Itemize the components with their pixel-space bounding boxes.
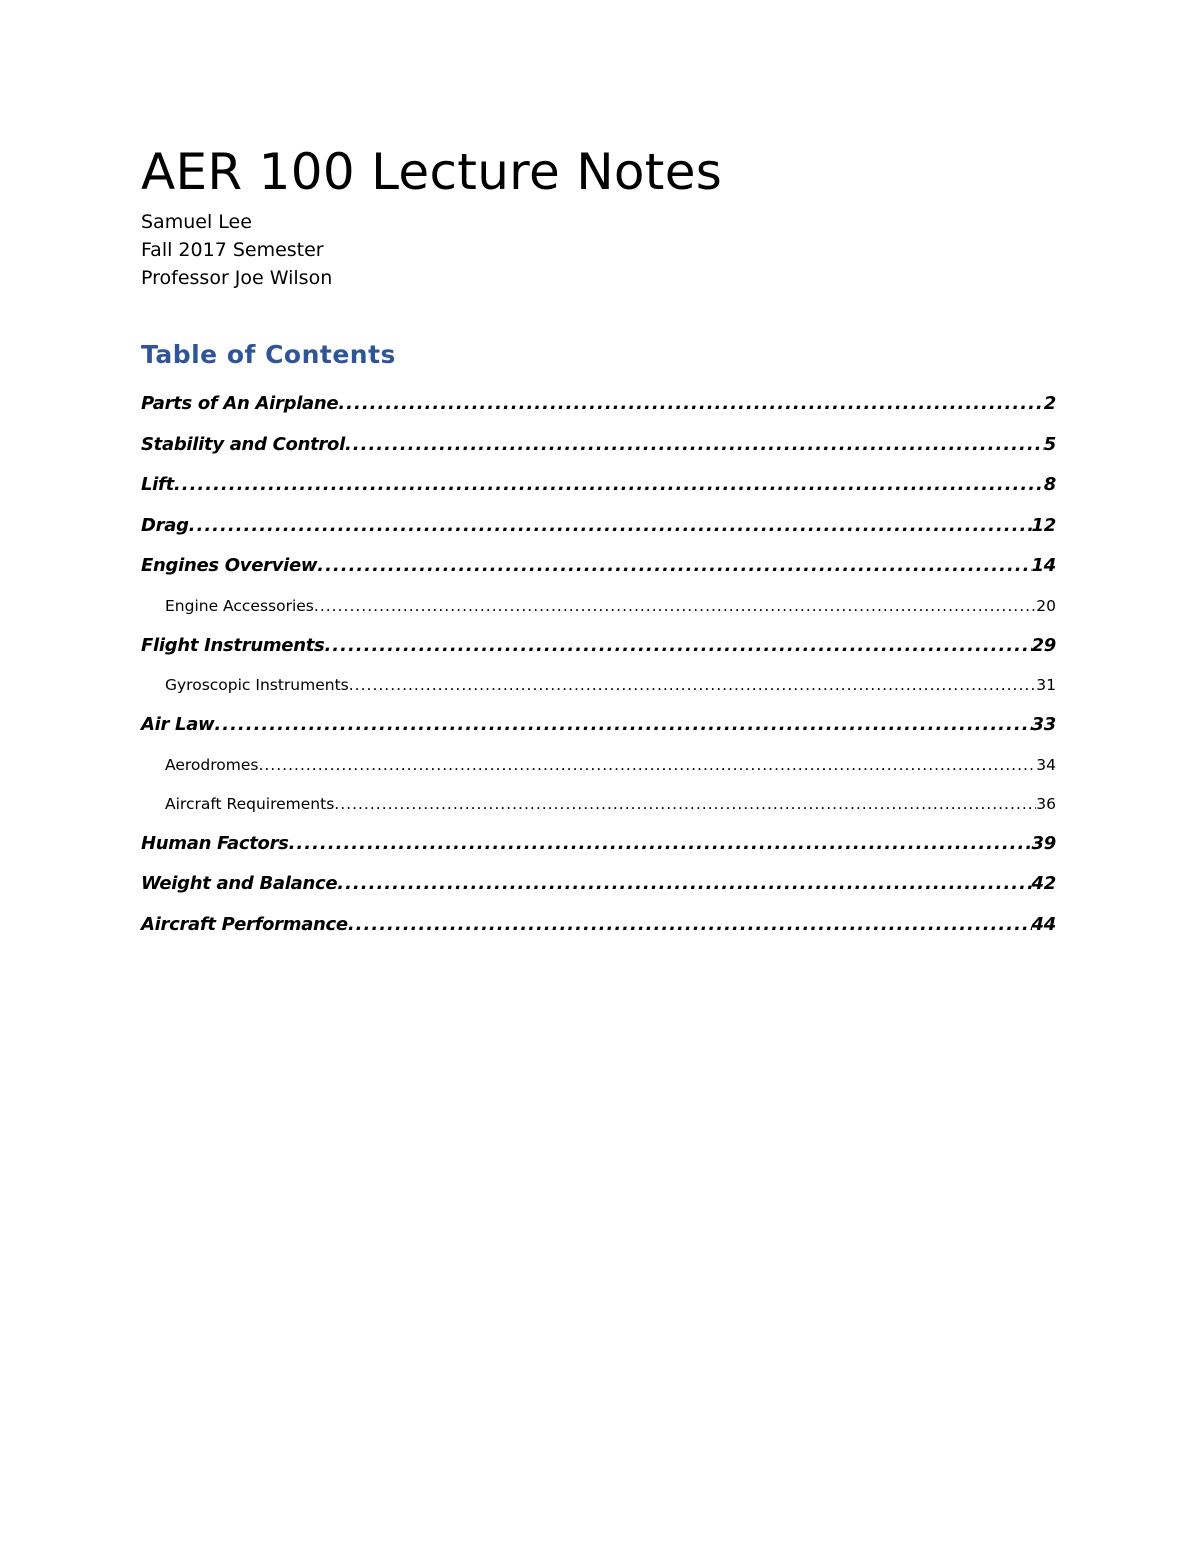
toc-entry-page: 44 bbox=[1032, 905, 1056, 946]
toc-entry-label: Human Factors bbox=[141, 824, 289, 865]
toc-entry[interactable] bbox=[141, 705, 1056, 746]
toc-entry-page: 2 bbox=[1044, 384, 1056, 425]
toc-entry-label: Flight Instruments bbox=[141, 626, 324, 667]
toc-entry[interactable] bbox=[141, 905, 1056, 946]
toc-entry[interactable] bbox=[141, 785, 1056, 824]
toc-entry-page: 34 bbox=[1036, 746, 1056, 785]
toc-entry-label: Parts of An Airplane bbox=[141, 384, 338, 425]
toc-heading: Table of Contents bbox=[141, 340, 396, 369]
toc-entry-page: 8 bbox=[1044, 465, 1056, 506]
toc-entry[interactable] bbox=[141, 425, 1056, 466]
toc-leader-dots bbox=[348, 905, 1032, 946]
toc-entry-page: 12 bbox=[1032, 506, 1056, 547]
toc-entry-page: 20 bbox=[1036, 587, 1056, 626]
toc-entry-page: 33 bbox=[1032, 705, 1056, 746]
toc-entry-page: 39 bbox=[1032, 824, 1056, 865]
toc-entry-label: Engine Accessories bbox=[165, 587, 314, 626]
toc-entry-label: Aircraft Performance bbox=[141, 905, 348, 946]
toc-entry-label: Engines Overview bbox=[141, 546, 317, 587]
professor-name: Professor Joe Wilson bbox=[141, 267, 333, 289]
toc-leader-dots bbox=[317, 546, 1031, 587]
toc-entry-page: 36 bbox=[1036, 785, 1056, 824]
toc-entry[interactable] bbox=[141, 824, 1056, 865]
toc-entry[interactable] bbox=[141, 465, 1056, 506]
author-name: Samuel Lee bbox=[141, 211, 252, 233]
table-of-contents bbox=[141, 384, 1056, 945]
toc-entry-page: 5 bbox=[1044, 425, 1056, 466]
toc-entry-label: Air Law bbox=[141, 705, 214, 746]
toc-entry-label: Weight and Balance bbox=[141, 864, 337, 905]
toc-entry-page: 29 bbox=[1032, 626, 1056, 667]
toc-entry-label: Gyroscopic Instruments bbox=[165, 666, 349, 705]
toc-leader-dots bbox=[345, 425, 1044, 466]
toc-entry[interactable] bbox=[141, 506, 1056, 547]
toc-entry[interactable] bbox=[141, 546, 1056, 587]
document-page bbox=[141, 140, 1056, 945]
toc-leader-dots bbox=[314, 587, 1036, 626]
toc-leader-dots bbox=[349, 666, 1037, 705]
toc-leader-dots bbox=[338, 384, 1043, 425]
semester-label: Fall 2017 Semester bbox=[141, 239, 324, 261]
document-meta bbox=[141, 208, 1056, 292]
toc-leader-dots bbox=[258, 746, 1036, 785]
toc-entry-label: Stability and Control bbox=[141, 425, 345, 466]
toc-entry[interactable] bbox=[141, 864, 1056, 905]
toc-entry-page: 42 bbox=[1032, 864, 1056, 905]
toc-leader-dots bbox=[289, 824, 1032, 865]
toc-entry-page: 31 bbox=[1036, 666, 1056, 705]
toc-leader-dots bbox=[334, 785, 1036, 824]
document-title: AER 100 Lecture Notes bbox=[141, 143, 723, 201]
toc-entry[interactable] bbox=[141, 626, 1056, 667]
toc-entry-label: Aircraft Requirements bbox=[165, 785, 334, 824]
toc-leader-dots bbox=[214, 705, 1031, 746]
toc-entry-label: Aerodromes bbox=[165, 746, 258, 785]
toc-leader-dots bbox=[189, 506, 1032, 547]
toc-entry-label: Drag bbox=[141, 506, 189, 547]
toc-leader-dots bbox=[324, 626, 1031, 667]
toc-leader-dots bbox=[174, 465, 1044, 506]
toc-entry[interactable] bbox=[141, 587, 1056, 626]
toc-entry[interactable] bbox=[141, 746, 1056, 785]
toc-entry-label: Lift bbox=[141, 465, 174, 506]
toc-entry[interactable] bbox=[141, 666, 1056, 705]
toc-entry-page: 14 bbox=[1032, 546, 1056, 587]
toc-entry[interactable] bbox=[141, 384, 1056, 425]
toc-leader-dots bbox=[337, 864, 1031, 905]
